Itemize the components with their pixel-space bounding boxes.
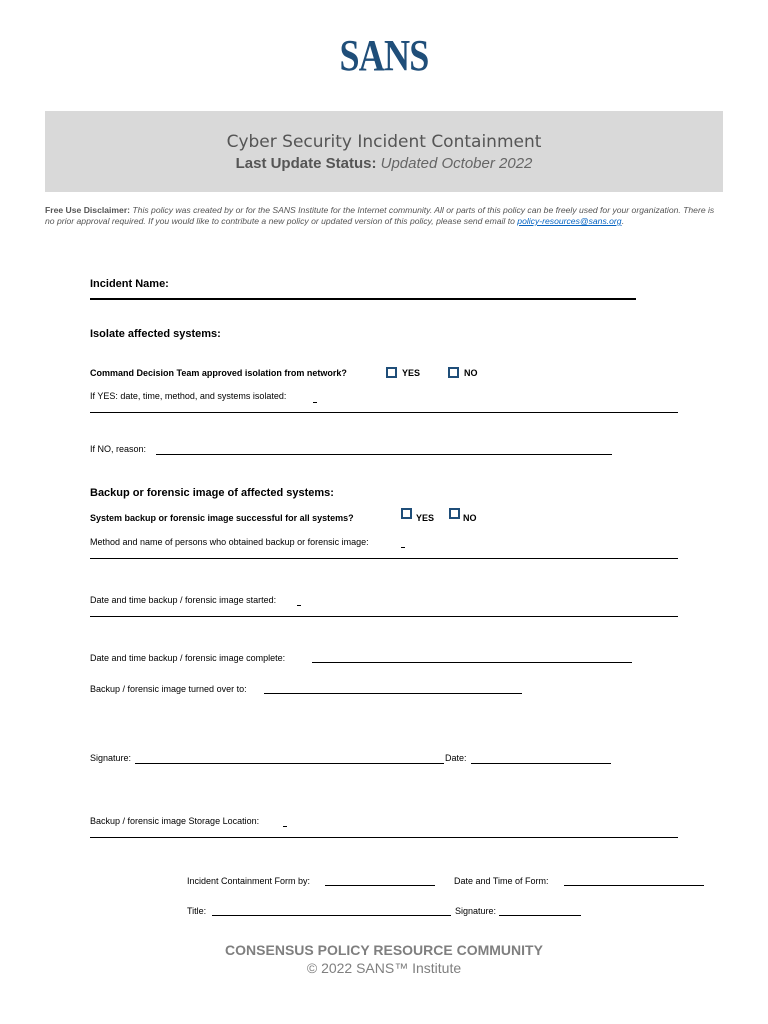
isolation-question: Command Decision Team approved isolation from network? [90,368,347,378]
date-started-field[interactable] [90,616,678,617]
backup-heading: Backup or forensic image of affected systems: [90,487,334,499]
date-started-stub [297,605,301,606]
isolation-yes-label: YES [402,368,421,378]
signature-field[interactable] [135,763,444,764]
if-no-field[interactable] [156,454,612,455]
backup-yes-checkbox[interactable] [401,508,412,519]
turned-over-label: Backup / forensic image turned over to: [90,684,247,694]
if-yes-stub [313,402,317,403]
isolation-no-label: NO [464,368,478,378]
date-complete-label: Date and time backup / forensic image complete: [90,653,286,663]
page-title: Cyber Security Incident Containment [226,132,542,152]
title-label: Title: [187,906,207,916]
footer-copyright: © 2022 SANS™ Institute [306,960,462,976]
storage-location-label: Backup / forensic image Storage Location: [90,816,260,826]
method-persons-label: Method and name of persons who obtained backup or forensic image: [90,537,369,547]
if-no-label: If NO, reason: [90,444,147,454]
title-field[interactable] [212,915,451,916]
signature-label: Signature: [90,753,132,763]
isolation-no-checkbox[interactable] [448,367,459,378]
date-time-form-label: Date and Time of Form: [454,876,549,886]
storage-location-stub [283,826,287,827]
backup-no-checkbox[interactable] [449,508,460,519]
sans-logo: SANS [339,31,429,80]
if-yes-label: If YES: date, time, method, and systems isolated: [90,391,287,401]
backup-yes-label: YES [416,513,435,523]
date-time-form-field[interactable] [564,885,704,886]
signature2-field[interactable] [499,915,581,916]
footer-community: CONSENSUS POLICY RESOURCE COMMUNITY [225,942,543,958]
form-by-label: Incident Containment Form by: [187,876,311,886]
date-complete-field[interactable] [312,662,632,663]
incident-name-label: Incident Name: [90,278,169,290]
method-persons-stub [401,547,405,548]
email-link[interactable]: policy-resources@sans.org [517,216,622,226]
method-persons-field[interactable] [90,558,678,559]
status-value: Updated October 2022 [380,155,533,172]
disclaimer-end: . [621,216,624,226]
update-status [45,155,723,172]
form-by-field[interactable] [325,885,435,886]
disclaimer-text: This policy was created by or for the SANS Institute for the Internet community. All or parts of this policy can be freely used for your organization. There is no prior approval required. If you would like to contribute a new policy or updated version of this policy, please send email to [45,205,715,226]
signature2-label: Signature: [455,906,497,916]
title-banner [45,111,723,192]
date-started-label: Date and time backup / forensic image started: [90,595,277,605]
isolate-heading: Isolate affected systems: [90,328,221,340]
if-yes-field[interactable] [90,412,678,413]
isolation-yes-checkbox[interactable] [386,367,397,378]
status-label: Last Update Status: [235,155,377,172]
turned-over-field[interactable] [264,693,522,694]
disclaimer-label: Free Use Disclaimer: [45,205,131,215]
free-use-disclaimer [45,205,725,227]
storage-location-field[interactable] [90,837,678,838]
incident-name-field[interactable] [90,298,636,300]
backup-question: System backup or forensic image successful for all systems? [90,513,354,523]
date-label: Date: [445,753,467,763]
date-field[interactable] [471,763,611,764]
backup-no-label: NO [463,513,477,523]
